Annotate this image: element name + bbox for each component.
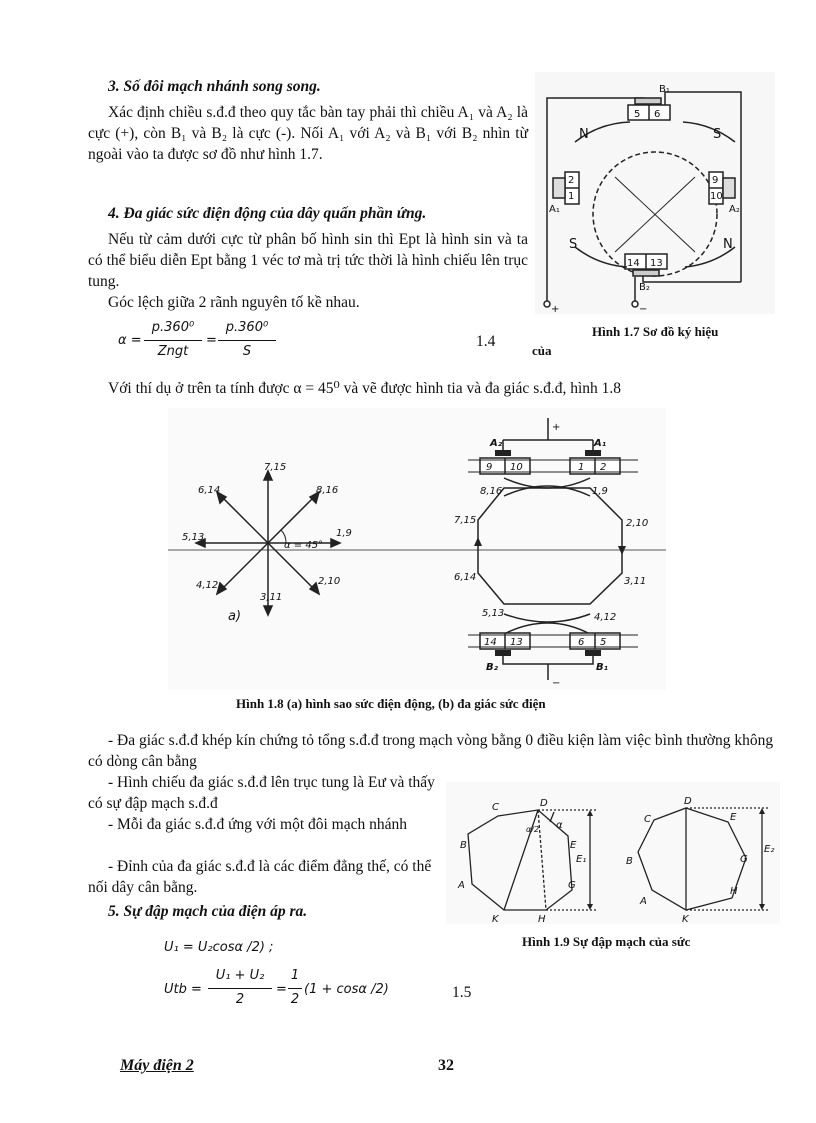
poly-label-5-13: 5,13 [482,608,505,619]
fig19-right-g: G [740,854,748,865]
figure-1-9-caption: Hình 1.9 Sự đập mạch của sức [522,934,691,949]
fig17-box-10: 10 [710,191,723,202]
fig17-label-b1: B₁ [659,84,670,95]
fig19-left-b: B [460,840,467,851]
section-5-heading: 5. Sự đập mạch của điện áp ra. [108,903,308,920]
star-label-4-12: 4,12 [196,580,219,591]
formula-equals: = [206,333,217,348]
formula-utb-den: 2 [235,992,245,1007]
star-label-5-13: 5,13 [182,532,205,543]
fig17-label-a2: A₂ [729,204,740,215]
figure-1-9-diagram [446,782,780,924]
figure-1-8-caption: Hình 1.8 (a) hình sao sức điện động, (b) đa giác sức điện [236,696,546,711]
poly-label-b1: B₁ [596,662,609,673]
fig19-left-h: H [538,914,546,924]
poly-label-4-12: 4,12 [594,612,617,623]
poly-label-6-14: 6,14 [454,572,477,583]
star-sublabel-a: a) [228,609,242,624]
fig19-left-g: G [568,880,576,891]
formula-numerator-2: p.360⁰ [225,320,269,335]
formula-half-den: 2 [290,992,300,1007]
poly-plus: + [552,422,561,433]
poly-label-a2: A₂ [490,438,503,449]
section-4-paragraph-2: Góc lệch giữa 2 rãnh nguyên tố kề nhau. [108,294,360,311]
fig17-box-14: 14 [627,258,640,269]
fig17-pole-n-bottom: N [723,237,733,252]
star-label-7-15: 7,15 [264,462,287,473]
poly-label-8-16: 8,16 [480,486,503,497]
poly-box-10: 10 [510,462,523,473]
fraction-bar-2 [218,340,276,341]
poly-label-1-9: 1,9 [592,486,608,497]
fig17-pole-s-bottom: S [569,237,578,252]
poly-label-3-11: 3,11 [624,576,647,587]
fig17-pole-n-top: N [579,127,589,142]
bullet-2: - Hình chiếu đa giác s.đ.đ lên trục tung là Eư và thấy có sự đập mạch s.đ.đ [88,774,435,812]
star-label-6-14: 6,14 [198,485,221,496]
formula-1-5 [164,968,414,1014]
formula-number-1-4: 1.4 [476,333,496,350]
fig17-box-6: 6 [654,109,661,120]
poly-label-b2: B₂ [486,662,499,673]
formula-denominator-1: Zngt [157,344,189,359]
fig17-minus: − [639,304,648,314]
poly-label-7-15: 7,15 [454,515,477,526]
star-label-2-10: 2,10 [318,576,341,587]
star-label-1-9: 1,9 [336,528,352,539]
bullet-1: - Đa giác s.đ.đ khép kín chứng tỏ tổng s.đ.đ trong mạch vòng bằng 0 điều kiện làm việc bình thường không có dòng cân bằng [88,732,774,770]
fig17-label-a1: A₁ [549,204,560,215]
formula-utb-rest: (1 + cosα /2) [304,982,389,997]
section-4-paragraph-1: Nếu từ cảm dưới cực từ phân bố hình sin thì Ept là hình sin và ta có thể biểu diễn Ept bằng 1 véc tơ mà trị tức thời là hình chiếu lên trục tung. [88,231,528,290]
fraction-bar-4 [288,988,302,989]
fig19-left-c: C [492,802,499,813]
poly-label-2-10: 2,10 [626,518,649,529]
fig19-right-h: H [730,886,738,897]
figure-1-7-caption-line1: Hình 1.7 Sơ đồ ký hiệu [592,324,719,339]
fig19-left-e: E [570,840,577,851]
section-3-heading: 3. Số đôi mạch nhánh song song. [108,78,321,95]
star-label-8-16: 8,16 [316,485,339,496]
fig17-box-1: 1 [568,191,575,202]
poly-box-6: 6 [578,637,585,648]
fig17-box-13: 13 [650,258,663,269]
formula-utb-lhs: Utb = [164,982,202,997]
fig19-left-a: A [458,880,465,891]
fig19-right-c: C [644,814,651,825]
figure-1-7-diagram [535,72,775,314]
fig19-right-b: B [626,856,633,867]
poly-box-14: 14 [484,637,497,648]
section-4-paragraph-3: Với thí dụ ở trên ta tính được α = 45⁰ và vẽ được hình tia và đa giác s.đ.đ, hình 1.8 [108,380,622,397]
star-label-3-11: 3,11 [260,592,283,603]
fig17-box-9: 9 [712,175,719,186]
fig17-box-5: 5 [634,109,641,120]
formula-alpha: α = [118,333,142,348]
fraction-bar-3 [208,988,272,989]
formula-utb-num: U₁ + U₂ [215,968,265,983]
fraction-bar-1 [144,340,202,341]
footer-title: Máy điện 2 [120,1057,194,1074]
formula-denominator-2: S [242,344,252,359]
formula-numerator-1: p.360⁰ [151,320,195,335]
fig17-label-b2: B₂ [639,282,650,293]
formula-half-num: 1 [290,968,300,983]
fig17-box-2: 2 [568,175,575,186]
fig19-right-k: K [682,914,689,924]
poly-box-9: 9 [486,462,493,473]
bullet-4: - Đỉnh của đa giác s.đ.đ là các điểm đẳng thế, có thể nối dây cân bằng. [88,858,432,896]
section-3-paragraph: Xác định chiều s.đ.đ theo quy tắc bàn tay phải thì chiều A₁ và A₂ là cực (+), còn B₁ và B₂ là cực (-). Nối A₁ với A₂ và B₁ với B₂ nhìn từ ngoài vào ta được sơ đồ như hình 1.7. [88,104,528,163]
figure-1-7-caption-line2: của [532,343,552,358]
fig19-right-a: A [640,896,647,907]
fig19-alpha-half: α/2 [526,825,540,834]
fig17-plus: + [551,304,560,314]
fig19-alpha: α [556,820,563,831]
fig19-left-d: D [540,798,548,809]
fig19-right-e2: E₂ [764,844,775,855]
fig19-left-k: K [492,914,499,924]
formula-1-4 [118,318,288,366]
poly-box-13: 13 [510,637,523,648]
poly-box-5: 5 [600,637,607,648]
section-4-heading: 4. Đa giác sức điện động của dây quấn phần ứng. [108,205,427,222]
poly-label-a1: A₁ [594,438,607,449]
poly-minus: − [552,678,561,689]
formula-utb-eq: = [276,982,287,997]
poly-box-2: 2 [600,462,607,473]
fig19-right-e: E [730,812,737,823]
figure-1-8-diagram [168,408,666,690]
fig17-pole-s-top: S [713,127,722,142]
fig19-right-d: D [684,796,692,807]
formula-u1: U₁ = U₂cosα /2) ; [164,940,274,955]
formula-number-1-5: 1.5 [452,984,472,1001]
poly-box-1: 1 [578,462,585,473]
page-number: 32 [438,1057,454,1074]
bullet-3: - Mỗi đa giác s.đ.đ ứng với một đôi mạch nhánh [108,816,407,833]
fig19-left-e1: E₁ [576,854,587,865]
star-angle-label: α = 45° [284,540,324,551]
